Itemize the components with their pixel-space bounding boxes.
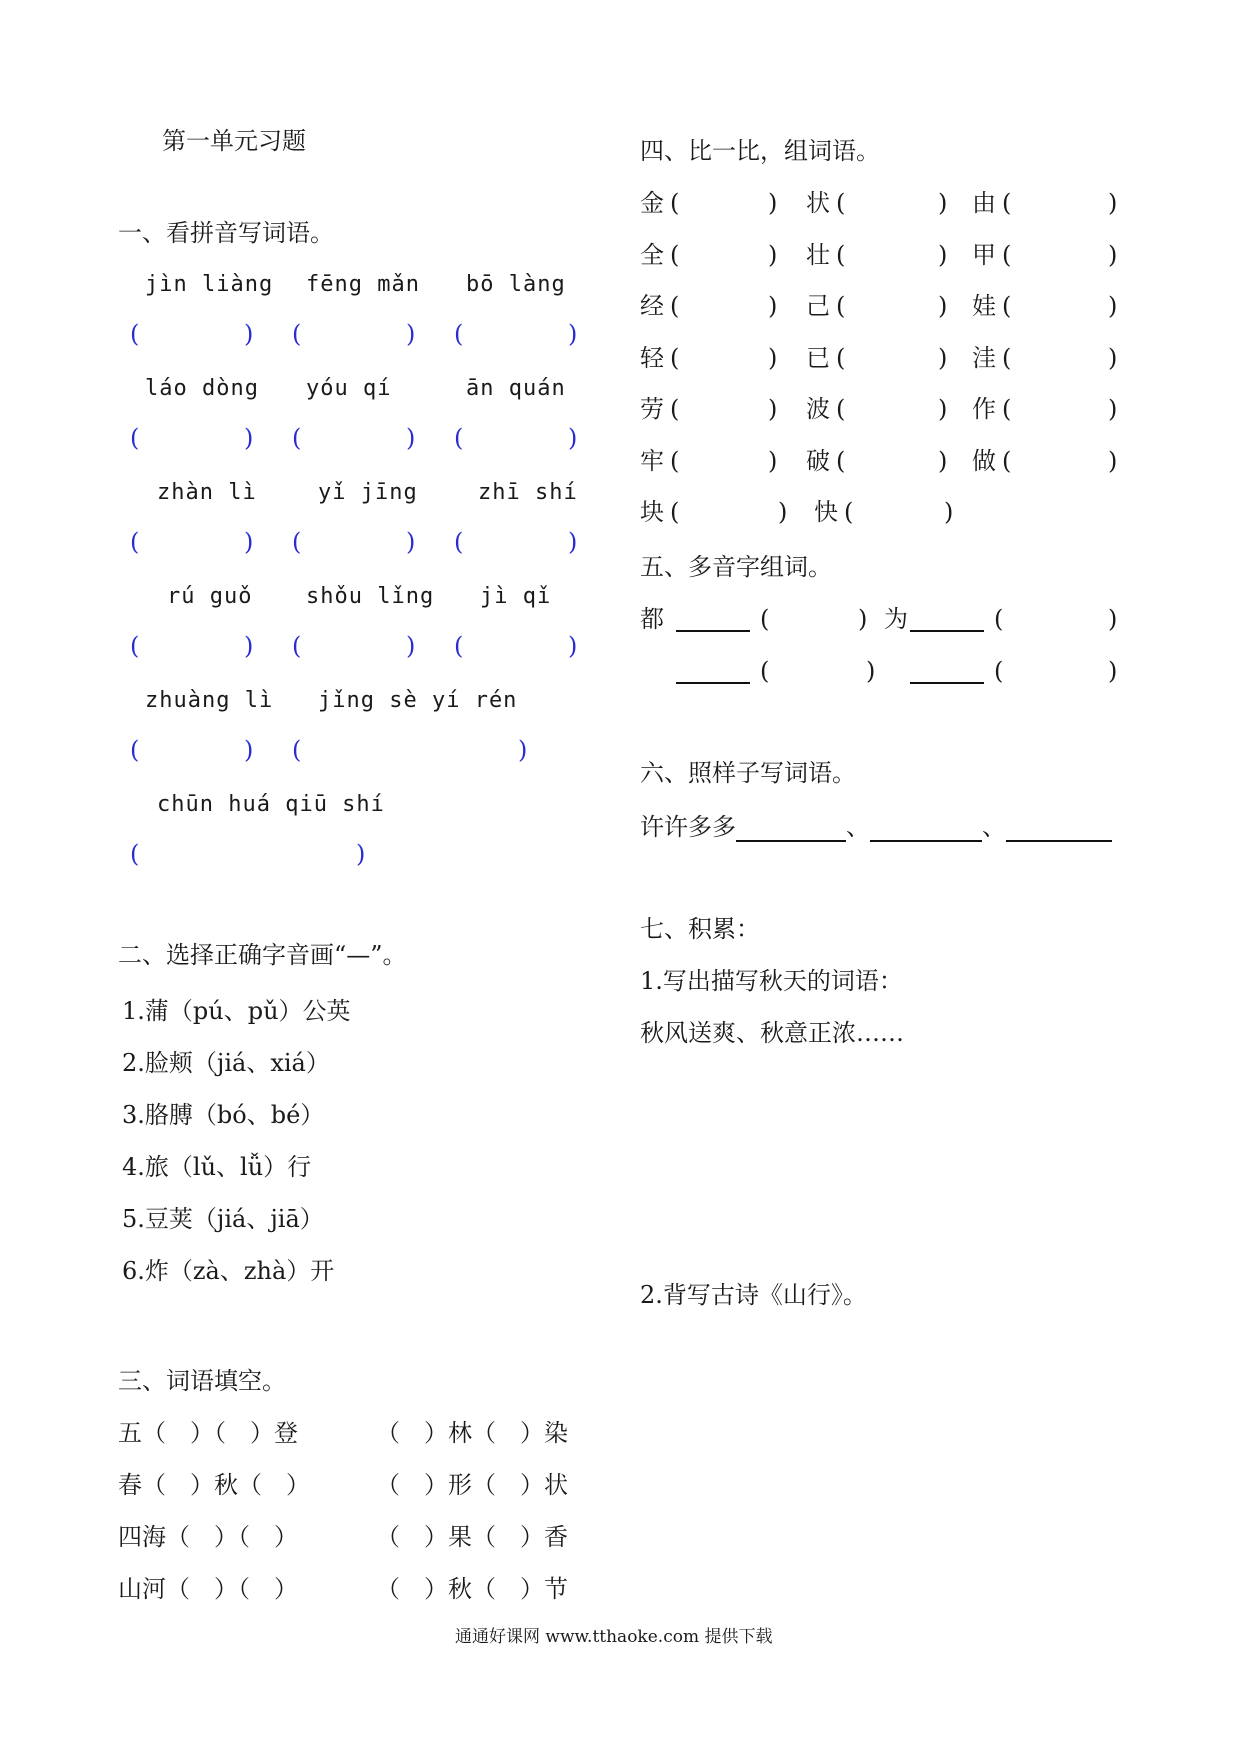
separator: 、 <box>846 813 870 841</box>
section-6-heading: 六、照样子写词语。 <box>640 759 856 787</box>
answer-open-paren: ( <box>994 605 1004 633</box>
fill-blank-right: （ ）林（ ）染 <box>376 1419 568 1447</box>
section-2-heading: 二、选择正确字音画“—”。 <box>118 941 407 969</box>
fill-blank-right: （ ）果（ ）香 <box>376 1523 568 1551</box>
answer-open-paren: ( <box>454 528 464 556</box>
answer-close-paren: ) <box>768 395 778 423</box>
section-1-heading: 一、看拼音写词语。 <box>118 219 334 247</box>
question-1-example: 秋风送爽、秋意正浓…… <box>640 1019 904 1047</box>
pronunciation-item: 3.胳膊（bó、bé） <box>122 1101 325 1129</box>
answer-blank[interactable] <box>676 606 750 632</box>
answer-close-paren: ) <box>1108 292 1118 320</box>
answer-open-paren: ( <box>1002 241 1012 269</box>
pinyin-prompt: yóu qí <box>306 376 392 401</box>
compare-char: 洼 <box>972 344 996 372</box>
answer-blank[interactable] <box>910 606 984 632</box>
fill-blank-left: 五（ ）（ ）登 <box>118 1419 298 1447</box>
answer-close-paren: ) <box>1108 189 1118 217</box>
compare-char: 轻 <box>640 344 664 372</box>
answer-close-paren: ) <box>768 189 778 217</box>
answer-close-paren: ) <box>244 736 254 764</box>
compare-char: 己 <box>806 292 830 320</box>
answer-open-paren: ( <box>292 736 302 764</box>
compare-char: 由 <box>972 189 996 217</box>
compare-char: 娃 <box>972 292 996 320</box>
pinyin-prompt: rú guǒ <box>167 584 253 609</box>
compare-char: 块 <box>640 498 664 526</box>
compare-char: 破 <box>806 447 830 475</box>
pinyin-prompt: shǒu lǐng <box>306 584 435 609</box>
answer-blank[interactable] <box>910 658 984 684</box>
answer-open-paren: ( <box>292 424 302 452</box>
answer-close-paren: ) <box>244 528 254 556</box>
answer-open-paren: ( <box>670 395 680 423</box>
answer-open-paren: ( <box>1002 189 1012 217</box>
answer-close-paren: ) <box>938 292 948 320</box>
question-2: 2.背写古诗《山行》。 <box>640 1281 867 1309</box>
pronunciation-item: 4.旅（lǔ、lǚ）行 <box>122 1153 312 1181</box>
answer-open-paren: ( <box>670 344 680 372</box>
footer-text: 通通好课网 www.tthaoke.com 提供下载 <box>455 1627 773 1647</box>
pronunciation-item: 2.脸颊（jiá、xiá） <box>122 1049 330 1077</box>
answer-open-paren: ( <box>836 395 846 423</box>
answer-close-paren: ) <box>356 840 366 868</box>
answer-open-paren: ( <box>760 605 770 633</box>
answer-open-paren: ( <box>130 320 140 348</box>
answer-open-paren: ( <box>836 344 846 372</box>
compare-char: 全 <box>640 241 664 269</box>
answer-open-paren: ( <box>292 320 302 348</box>
fill-blank-right: （ ）秋（ ）节 <box>376 1575 568 1603</box>
answer-open-paren: ( <box>292 632 302 660</box>
section-7-heading: 七、积累： <box>640 915 760 943</box>
fill-blank-right: （ ）形（ ）状 <box>376 1471 568 1499</box>
answer-close-paren: ) <box>244 320 254 348</box>
separator: 、 <box>982 813 1006 841</box>
answer-close-paren: ) <box>938 447 948 475</box>
section-3-heading: 三、词语填空。 <box>118 1367 286 1395</box>
pinyin-prompt: jìn liàng <box>145 272 274 297</box>
answer-close-paren: ) <box>244 424 254 452</box>
answer-close-paren: ) <box>938 344 948 372</box>
page-title: 第一单元习题 <box>162 127 306 155</box>
answer-close-paren: ) <box>944 498 954 526</box>
answer-close-paren: ) <box>244 632 254 660</box>
answer-open-paren: ( <box>454 424 464 452</box>
answer-close-paren: ) <box>568 320 578 348</box>
answer-open-paren: ( <box>844 498 854 526</box>
compare-char: 金 <box>640 189 664 217</box>
section-5-heading: 五、多音字组词。 <box>640 553 832 581</box>
answer-open-paren: ( <box>454 320 464 348</box>
answer-open-paren: ( <box>1002 447 1012 475</box>
compare-char: 快 <box>814 498 838 526</box>
answer-open-paren: ( <box>130 736 140 764</box>
answer-close-paren: ) <box>938 241 948 269</box>
answer-open-paren: ( <box>836 292 846 320</box>
answer-close-paren: ) <box>406 632 416 660</box>
answer-close-paren: ) <box>568 528 578 556</box>
answer-close-paren: ) <box>518 736 528 764</box>
answer-close-paren: ) <box>568 632 578 660</box>
compare-char: 甲 <box>972 241 996 269</box>
answer-close-paren: ) <box>1108 447 1118 475</box>
example-word: 许许多多 <box>640 813 736 841</box>
answer-close-paren: ) <box>778 498 788 526</box>
compare-char: 作 <box>972 395 996 423</box>
answer-close-paren: ) <box>406 528 416 556</box>
answer-open-paren: ( <box>1002 395 1012 423</box>
answer-blank[interactable] <box>676 658 750 684</box>
answer-close-paren: ) <box>568 424 578 452</box>
question-1: 1.写出描写秋天的词语： <box>640 967 903 995</box>
answer-open-paren: ( <box>1002 292 1012 320</box>
polyphone-char: 都 <box>640 605 664 633</box>
answer-open-paren: ( <box>836 241 846 269</box>
pinyin-prompt: ān quán <box>466 376 566 401</box>
compare-char: 经 <box>640 292 664 320</box>
compare-char: 壮 <box>806 241 830 269</box>
answer-close-paren: ) <box>768 447 778 475</box>
compare-char: 状 <box>806 189 830 217</box>
polyphone-char: 为 <box>884 605 908 633</box>
pinyin-prompt: fēng mǎn <box>306 272 420 297</box>
pinyin-prompt: zhàn lì <box>157 480 257 505</box>
answer-close-paren: ) <box>768 241 778 269</box>
answer-open-paren: ( <box>670 447 680 475</box>
answer-open-paren: ( <box>292 528 302 556</box>
compare-char: 已 <box>806 344 830 372</box>
answer-open-paren: ( <box>670 498 680 526</box>
pinyin-prompt: yǐ jīng <box>318 480 418 505</box>
answer-close-paren: ) <box>1108 395 1118 423</box>
compare-char: 波 <box>806 395 830 423</box>
answer-close-paren: ) <box>1108 657 1118 685</box>
fill-blank-left: 四海（ ）（ ） <box>118 1523 298 1551</box>
compare-char: 劳 <box>640 395 664 423</box>
answer-blank[interactable] <box>870 816 982 842</box>
answer-open-paren: ( <box>670 189 680 217</box>
answer-close-paren: ) <box>858 605 868 633</box>
pinyin-prompt: zhuàng lì <box>145 688 274 713</box>
fill-blank-left: 山河（ ）（ ） <box>118 1575 298 1603</box>
answer-close-paren: ) <box>938 395 948 423</box>
section-4-heading: 四、比一比，组词语。 <box>640 137 880 165</box>
answer-blank[interactable] <box>1006 816 1112 842</box>
answer-close-paren: ) <box>938 189 948 217</box>
answer-close-paren: ) <box>768 292 778 320</box>
answer-close-paren: ) <box>1108 605 1118 633</box>
answer-open-paren: ( <box>670 241 680 269</box>
answer-close-paren: ) <box>406 320 416 348</box>
pinyin-prompt: láo dòng <box>145 376 259 401</box>
answer-open-paren: ( <box>670 292 680 320</box>
answer-close-paren: ) <box>1108 241 1118 269</box>
compare-char: 做 <box>972 447 996 475</box>
compare-char: 牢 <box>640 447 664 475</box>
pronunciation-item: 1.蒲（pú、pǔ）公英 <box>122 997 351 1025</box>
answer-open-paren: ( <box>130 424 140 452</box>
example-word-row <box>640 812 1112 842</box>
answer-open-paren: ( <box>130 528 140 556</box>
answer-close-paren: ) <box>1108 344 1118 372</box>
answer-open-paren: ( <box>130 840 140 868</box>
answer-close-paren: ) <box>866 657 876 685</box>
pinyin-prompt: zhī shí <box>478 480 578 505</box>
answer-open-paren: ( <box>130 632 140 660</box>
answer-close-paren: ) <box>406 424 416 452</box>
pinyin-prompt: chūn huá qiū shí <box>157 792 385 817</box>
answer-open-paren: ( <box>1002 344 1012 372</box>
answer-open-paren: ( <box>994 657 1004 685</box>
answer-open-paren: ( <box>836 189 846 217</box>
answer-open-paren: ( <box>760 657 770 685</box>
pinyin-prompt: jǐng sè yí rén <box>318 688 518 713</box>
pinyin-prompt: jì qǐ <box>480 584 552 609</box>
answer-open-paren: ( <box>454 632 464 660</box>
pronunciation-item: 6.炸（zà、zhà）开 <box>122 1257 335 1285</box>
pronunciation-item: 5.豆荚（jiá、jiā） <box>122 1205 324 1233</box>
pinyin-prompt: bō làng <box>466 272 566 297</box>
answer-open-paren: ( <box>836 447 846 475</box>
fill-blank-left: 春（ ）秋（ ） <box>118 1471 310 1499</box>
answer-blank[interactable] <box>736 816 846 842</box>
answer-close-paren: ) <box>768 344 778 372</box>
